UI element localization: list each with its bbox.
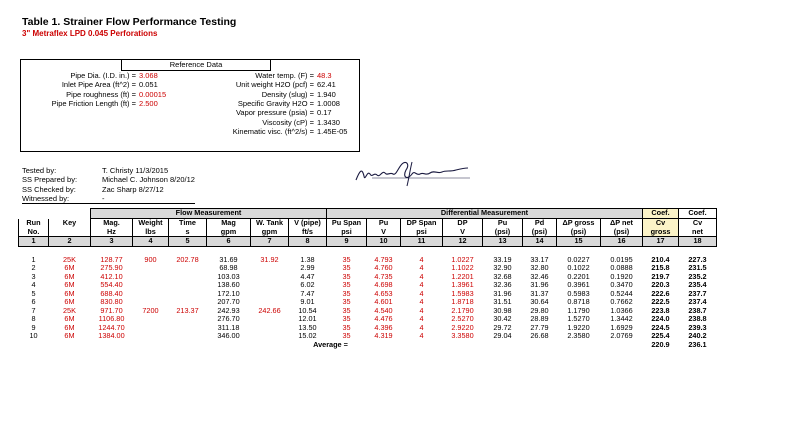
table-cell: 33.17	[530, 254, 549, 264]
ref-left-label: Pipe Friction Length (ft) =	[51, 98, 136, 108]
table-cell: 0.3470	[610, 280, 633, 289]
ref-left-label: Pipe roughness (ft) =	[66, 89, 136, 99]
table-cell	[251, 324, 289, 333]
table-cell: 346.00	[217, 331, 240, 340]
column-number: 3	[91, 237, 133, 247]
table-row	[19, 332, 717, 341]
table-cell: 10.54	[298, 305, 317, 315]
table-cell: 4.47	[300, 271, 315, 281]
table-cell: 207.70	[217, 297, 240, 306]
table-cell: 1244.70	[98, 322, 125, 332]
table-cell	[251, 273, 289, 282]
ref-right-value: 0.17	[317, 108, 332, 118]
table-cell: 239.3	[688, 322, 707, 332]
table-cell: 32.36	[493, 280, 512, 289]
column-number: 9	[327, 237, 367, 247]
table-cell: 242.66	[258, 305, 281, 315]
table-cell: 30.64	[530, 297, 549, 306]
table-cell: 26.68	[530, 331, 549, 340]
table-cell: 1.0366	[610, 305, 633, 315]
ref-right-value: 48.3	[317, 71, 332, 80]
column-header: V	[367, 228, 401, 237]
column-header: V (pipe)	[289, 219, 327, 228]
column-number: 14	[523, 237, 557, 247]
table-cell	[133, 264, 169, 273]
table-cell: 31.92	[260, 254, 279, 264]
table-cell: 311.18	[217, 322, 240, 332]
table-cell: 240.2	[688, 331, 707, 340]
table-cell	[133, 281, 169, 290]
table-cell: 2.3580	[567, 331, 590, 340]
table-cell: 31.51	[493, 297, 512, 306]
table-cell: 688.40	[100, 288, 123, 298]
table-cell: 4	[419, 280, 424, 289]
column-number: 5	[169, 237, 207, 247]
differential-measurement-header: Differential Measurement	[327, 209, 643, 219]
ref-left-label: Inlet Pipe Area (ft^2) =	[61, 80, 136, 90]
table-cell: 32.80	[530, 263, 549, 272]
column-number: 4	[133, 237, 169, 247]
ref-right-label: Specific Gravity H2O =	[237, 98, 314, 108]
table-cell	[133, 324, 169, 333]
table-cell: 35	[342, 263, 351, 272]
ref-right-label: Water temp. (F) =	[255, 71, 314, 80]
table-cell: 31.96	[530, 280, 549, 289]
table-cell	[133, 290, 169, 299]
document-subtitle: 3" Metraflex LPD 0.045 Perforations	[22, 29, 158, 38]
signoff-value: -	[102, 193, 105, 203]
table-cell: 2.0769	[610, 331, 633, 340]
table-cell: 215.8	[651, 263, 670, 272]
table-cell	[169, 264, 207, 273]
ref-left-value: 0.00015	[139, 89, 167, 99]
table-cell: 8	[31, 314, 36, 323]
table-cell: 4.601	[374, 297, 393, 306]
table-cell: 7	[31, 305, 36, 315]
column-number-row	[19, 237, 717, 247]
table-cell: 9	[31, 322, 36, 332]
table-cell: 4.396	[374, 322, 393, 332]
table-cell: 1.8718	[451, 297, 474, 306]
table-cell	[251, 290, 289, 299]
column-number: 8	[289, 237, 327, 247]
table-cell: 224.5	[651, 322, 670, 332]
table-cell: 33.19	[493, 254, 512, 264]
table-cell: 2.1790	[451, 305, 474, 315]
table-cell: 29.72	[493, 322, 512, 332]
column-header: Time	[169, 219, 207, 228]
column-header: DP	[443, 219, 483, 228]
column-header: Weight	[133, 219, 169, 228]
table-cell: 6.02	[300, 280, 315, 289]
column-number: 13	[483, 237, 523, 247]
table-cell: 7200	[142, 305, 159, 315]
table-cell: 202.78	[176, 254, 199, 264]
ref-right-label: Density (slug) =	[261, 89, 314, 99]
column-number: 11	[401, 237, 443, 247]
column-number: 10	[367, 237, 401, 247]
signoff-row	[22, 175, 195, 184]
column-header: psi	[327, 228, 367, 237]
signoff-row	[22, 185, 195, 194]
table-cell: 4.319	[374, 331, 393, 340]
table-cell: 1106.80	[98, 314, 125, 323]
column-number: 7	[251, 237, 289, 247]
table-cell: 35	[342, 254, 351, 264]
table-cell: 31.37	[530, 288, 549, 298]
average-label: Average =	[313, 339, 348, 349]
signoff-row	[22, 166, 195, 175]
table-cell: 5	[31, 288, 36, 298]
table-cell: 29.04	[493, 331, 512, 340]
table-cell: 0.0227	[567, 254, 590, 264]
column-header: lbs	[133, 228, 169, 237]
table-cell	[251, 332, 289, 341]
table-cell: 0.2201	[567, 271, 590, 281]
table-cell: 9.01	[300, 297, 315, 306]
column-number: 12	[443, 237, 483, 247]
ref-right-value: 1.3430	[317, 117, 340, 127]
table-cell: 222.6	[651, 288, 670, 298]
column-number: 2	[49, 237, 91, 247]
table-cell: 1.6929	[610, 322, 633, 332]
table-cell: 138.60	[217, 280, 240, 289]
column-header: psi	[401, 228, 443, 237]
column-header: gpm	[251, 228, 289, 237]
column-number: 16	[601, 237, 643, 247]
column-header: ft/s	[289, 228, 327, 237]
table-cell: 231.5	[688, 263, 707, 272]
column-header: (psi)	[523, 228, 557, 237]
table-cell: 227.3	[688, 254, 707, 264]
table-cell: 237.4	[688, 297, 707, 306]
table-cell	[169, 315, 207, 324]
table-cell: 1.0227	[451, 254, 474, 264]
table-cell: 830.80	[100, 297, 123, 306]
table-cell: 235.2	[688, 271, 707, 281]
column-header: V	[443, 228, 483, 237]
table-cell: 6M	[64, 280, 75, 289]
table-cell: 1.38	[300, 254, 315, 264]
column-header: Cv	[643, 219, 679, 228]
table-cell: 128.77	[100, 254, 123, 264]
column-header: s	[169, 228, 207, 237]
average-row	[19, 341, 717, 350]
signoff-row	[22, 194, 195, 204]
column-header: Pd	[523, 219, 557, 228]
document-title: Table 1. Strainer Flow Performance Testing	[22, 16, 237, 28]
table-cell	[169, 290, 207, 299]
table-cell	[133, 315, 169, 324]
table-cell: 1.5983	[451, 288, 474, 298]
table-cell: 6M	[64, 331, 75, 340]
signoff-label: SS Prepared by:	[22, 175, 78, 185]
ref-right-label: Kinematic visc. (ft^2/s) =	[232, 126, 314, 136]
table-cell: 220.3	[651, 280, 670, 289]
header-row-1	[19, 219, 717, 228]
table-cell: 2.5270	[451, 314, 474, 323]
ref-right-value: 62.41	[317, 80, 336, 90]
table-cell: 210.4	[651, 254, 670, 264]
ref-right-value: 1.940	[317, 89, 336, 99]
table-cell: 4.540	[374, 305, 393, 315]
ref-right-label: Vapor pressure (psia) =	[235, 108, 314, 118]
column-number: 18	[679, 237, 717, 247]
table-cell: 2	[31, 263, 36, 272]
table-cell: 35	[342, 297, 351, 306]
table-cell	[169, 332, 207, 341]
column-header: W. Tank	[251, 219, 289, 228]
table-cell: 25K	[63, 254, 76, 264]
table-cell: 1.3961	[451, 280, 474, 289]
table-cell: 219.7	[651, 271, 670, 281]
column-header: Mag.	[91, 219, 133, 228]
ref-left-label: Pipe Dia. (I.D. in.) =	[70, 71, 136, 80]
table-cell: 31.69	[219, 254, 238, 264]
table-cell: 4.793	[374, 254, 393, 264]
table-cell: 103.03	[217, 271, 240, 281]
table-cell: 35	[342, 322, 351, 332]
table-cell: 172.10	[217, 288, 240, 298]
table-cell: 0.8718	[567, 297, 590, 306]
table-cell: 554.40	[100, 280, 123, 289]
column-header: Hz	[91, 228, 133, 237]
table-cell: 10	[29, 331, 38, 340]
signoff-label: Witnessed by:	[22, 193, 70, 203]
table-cell: 4	[419, 263, 424, 272]
column-number: 17	[643, 237, 679, 247]
table-cell: 242.93	[217, 305, 240, 315]
table-cell: 4	[419, 271, 424, 281]
table-cell: 25K	[63, 305, 76, 315]
table-cell: 0.1920	[610, 271, 633, 281]
signoff-label: Tested by:	[22, 166, 57, 175]
column-header: No.	[19, 228, 49, 237]
table-cell: 4	[419, 288, 424, 298]
table-cell: 223.8	[651, 305, 670, 315]
column-header: (psi)	[601, 228, 643, 237]
ref-left-value: 0.051	[139, 80, 158, 90]
ref-left-value: 2.500	[139, 98, 158, 108]
reference-data-heading: Reference Data	[121, 60, 271, 71]
column-header: Pu	[367, 219, 401, 228]
table-cell: 27.79	[530, 322, 549, 332]
ref-left-value: 3.068	[139, 71, 158, 80]
table-cell	[169, 281, 207, 290]
table-cell: 1	[31, 254, 36, 264]
table-cell: 1.2201	[451, 271, 474, 281]
table-cell: 30.42	[493, 314, 512, 323]
table-cell: 1.1022	[451, 263, 474, 272]
table-cell: 900	[144, 254, 157, 264]
table-cell	[169, 273, 207, 282]
table-cell	[169, 324, 207, 333]
table-cell: 6	[31, 297, 36, 306]
table-cell	[133, 273, 169, 282]
column-header: gross	[643, 228, 679, 237]
table-cell: 32.68	[493, 271, 512, 281]
table-cell: 29.80	[530, 305, 549, 315]
table-cell: 6M	[64, 297, 75, 306]
table-cell: 2.9220	[451, 322, 474, 332]
column-header: Mag	[207, 219, 251, 228]
table-cell: 4	[419, 322, 424, 332]
table-cell	[251, 264, 289, 273]
table-cell: 4.653	[374, 288, 393, 298]
table-cell: 1.9220	[567, 322, 590, 332]
table-cell: 4	[419, 314, 424, 323]
column-header: net	[679, 228, 717, 237]
table-cell: 4	[419, 305, 424, 315]
table-cell: 1.5270	[567, 314, 590, 323]
ref-right-label: Viscosity (cP) =	[262, 117, 314, 127]
table-cell: 237.7	[688, 288, 707, 298]
table-cell: 0.0888	[610, 263, 633, 272]
column-header: DP Span	[401, 219, 443, 228]
table-cell: 6M	[64, 322, 75, 332]
signoff-value: T. Christy 11/3/2015	[102, 166, 169, 175]
table-cell	[251, 315, 289, 324]
table-cell: 35	[342, 305, 351, 315]
column-number: 15	[557, 237, 601, 247]
table-cell: 30.98	[493, 305, 512, 315]
column-header: Pu Span	[327, 219, 367, 228]
table-cell: 224.0	[651, 314, 670, 323]
table-cell: 4	[419, 297, 424, 306]
signature-image	[352, 156, 492, 190]
table-cell: 4.476	[374, 314, 393, 323]
table-cell: 0.3961	[567, 280, 590, 289]
coef-gross-group: Coef.	[643, 209, 679, 219]
table-cell: 13.50	[298, 322, 317, 332]
table-cell: 0.1022	[567, 263, 590, 272]
reference-data-box	[20, 59, 360, 152]
table-cell: 32.90	[493, 263, 512, 272]
table-cell: 35	[342, 288, 351, 298]
signoff-block	[22, 166, 195, 204]
table-cell: 0.5244	[610, 288, 633, 298]
table-cell	[133, 332, 169, 341]
table-cell: 1384.00	[98, 331, 125, 340]
column-header: ΔP net	[601, 219, 643, 228]
table-cell: 15.02	[298, 331, 317, 340]
table-cell: 4.735	[374, 271, 393, 281]
table-cell: 6M	[64, 263, 75, 272]
table-cell: 3.3580	[451, 331, 474, 340]
table-cell: 2.99	[300, 263, 315, 272]
table-cell: 225.4	[651, 331, 670, 340]
signoff-label: SS Checked by:	[22, 184, 76, 194]
table-cell: 238.7	[688, 305, 707, 315]
table-cell: 4	[31, 280, 36, 289]
table-cell: 971.70	[100, 305, 123, 315]
table-cell: 4.760	[374, 263, 393, 272]
table-cell: 1.1790	[567, 305, 590, 315]
table-cell: 7.47	[300, 288, 315, 298]
column-header: (psi)	[557, 228, 601, 237]
table-cell: 31.96	[493, 288, 512, 298]
column-header: Key	[49, 219, 91, 228]
ref-right-value: 1.45E-05	[317, 126, 348, 136]
table-cell: 35	[342, 331, 351, 340]
coef-net-group: Coef.	[679, 209, 717, 219]
table-cell: 235.4	[688, 280, 707, 289]
table-cell: 4	[419, 254, 424, 264]
table-cell: 0.0195	[610, 254, 633, 264]
table-cell: 35	[342, 280, 351, 289]
table-cell	[251, 281, 289, 290]
column-header: ΔP gross	[557, 219, 601, 228]
table-cell: 0.5983	[567, 288, 590, 298]
table-cell: 238.8	[688, 314, 707, 323]
table-cell: 4	[419, 331, 424, 340]
table-cell: 3	[31, 271, 36, 281]
table-cell: 1.3442	[610, 314, 633, 323]
table-cell: 6M	[64, 271, 75, 281]
table-cell: 213.37	[176, 305, 199, 315]
table-cell: 412.10	[100, 271, 123, 281]
table-cell: 222.5	[651, 297, 670, 306]
signoff-value: Zac Sharp 8/27/12	[102, 184, 164, 194]
table-cell: 32.46	[530, 271, 549, 281]
column-number: 6	[207, 237, 251, 247]
table-cell: 6M	[64, 288, 75, 298]
flow-performance-table	[18, 208, 717, 349]
table-cell: 35	[342, 314, 351, 323]
flow-measurement-header: Flow Measurement	[91, 209, 327, 219]
header-row-2	[19, 228, 717, 237]
signoff-value: Michael C. Johnson 8/20/12	[102, 175, 195, 185]
table-cell: 6M	[64, 314, 75, 323]
average-net: 236.1	[688, 339, 707, 349]
table-cell: 0.7662	[610, 297, 633, 306]
table-cell: 275.90	[100, 263, 123, 272]
column-header: Pu	[483, 219, 523, 228]
average-gross: 220.9	[651, 339, 670, 349]
table-cell: 28.89	[530, 314, 549, 323]
table-cell: 276.70	[217, 314, 240, 323]
column-header: (psi)	[483, 228, 523, 237]
table-cell: 35	[342, 271, 351, 281]
group-header-row	[19, 209, 717, 219]
table-cell: 68.98	[219, 263, 238, 272]
column-header: Cv	[679, 219, 717, 228]
ref-right-value: 1.0008	[317, 98, 340, 108]
column-header: Run	[19, 219, 49, 228]
column-number: 1	[19, 237, 49, 247]
table-cell: 4.698	[374, 280, 393, 289]
ref-right-label: Unit weight H2O (pcf) =	[235, 80, 314, 90]
table-cell: 12.01	[298, 314, 317, 323]
column-header: gpm	[207, 228, 251, 237]
